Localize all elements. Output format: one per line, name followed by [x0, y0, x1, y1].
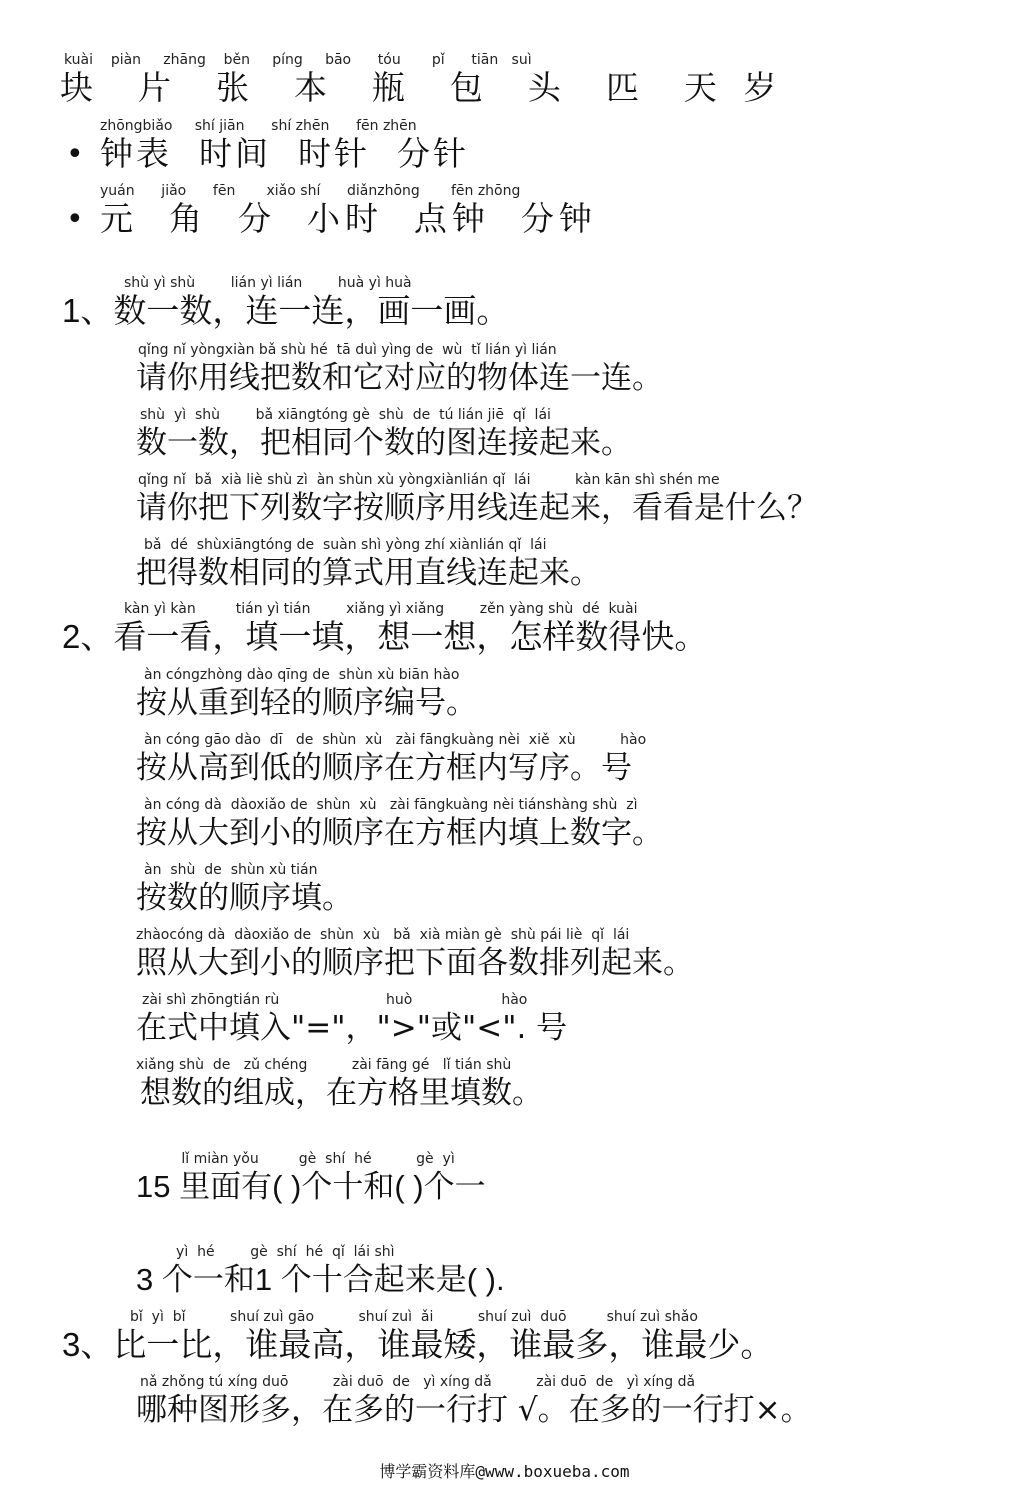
question-text: 15 里面有( )个十和( )个一	[136, 1169, 486, 1204]
hanzi-line: 在式中填入"="，">"或"<". 号	[136, 1010, 568, 1046]
hanzi-line: 元 角 分 小时 点钟 分钟	[100, 199, 597, 238]
pinyin-line: qǐng nǐ bǎ xià liè shù zì àn shùn xù yòngxiànlián qǐ lái kàn kān shì shén me	[138, 472, 720, 488]
pinyin-line: zài shì zhōngtián rù huò hào	[142, 992, 528, 1008]
pinyin-line: bǎ dé shùxiāngtóng de suàn shì yòng zhí xiànlián qǐ lái	[144, 537, 547, 553]
hanzi-line: 按从高到低的顺序在方框内写序。号	[136, 750, 632, 786]
pinyin-line: shù yì shù lián yì lián huà yì huà	[124, 275, 412, 291]
footer-watermark: 博学霸资料库@www.boxueba.com	[379, 1462, 630, 1481]
hanzi-line: 照从大到小的顺序把下面各数排列起来。	[136, 945, 694, 981]
pinyin-line: lǐ miàn yǒu gè shí hé gè yì	[168, 1151, 455, 1167]
hanzi-line: 数一数，把相同个数的图连接起来。	[136, 425, 632, 461]
bullet-dot: •	[66, 137, 84, 172]
heading-text: 2、看一看，填一填，想一想，怎样数得快。	[62, 618, 708, 655]
bullet-dot: •	[66, 202, 84, 237]
pinyin-line: zhàocóng dà dàoxiǎo de shùn xù bǎ xià miàn gè shù pái liè qǐ lái	[136, 927, 630, 943]
pinyin-line: yuán jiǎo fēn xiǎo shí diǎnzhōng fēn zhōng	[100, 183, 521, 199]
pinyin-line: kàn yì kàn tián yì tián xiǎng yì xiǎng zěn yàng shù dé kuài	[124, 601, 638, 617]
hanzi-line: 钟表 时间 时针 分针	[100, 134, 469, 173]
hanzi-line: 把得数相同的算式用直线连起来。	[136, 555, 601, 591]
hanzi-line: 块 片 张 本 瓶 包 头 匹 天 岁	[60, 68, 785, 107]
pinyin-line: xiǎng shù de zǔ chéng zài fāng gé lǐ tián shù	[136, 1057, 512, 1073]
heading-text: 1、数一数，连一连，画一画。	[62, 292, 510, 329]
hanzi-line: 想数的组成，在方格里填数。	[140, 1075, 543, 1111]
heading-text: 3、比一比，谁最高，谁最矮，谁最多，谁最少。	[62, 1326, 774, 1363]
pinyin-line: àn cóng dà dàoxiǎo de shùn xù zài fāngkuàng nèi tiánshàng shù zì	[144, 797, 638, 813]
hanzi-line: 按从重到轻的顺序编号。	[136, 685, 477, 721]
pinyin-line: zhōngbiǎo shí jiān shí zhēn fēn zhēn	[100, 118, 417, 134]
hanzi-line: 按数的顺序填。	[136, 880, 353, 916]
pinyin-line: yì hé gè shí hé qǐ lái shì	[136, 1244, 395, 1260]
pinyin-line: kuài piàn zhāng běn píng bāo tóu pǐ tiān suì	[64, 52, 532, 68]
pinyin-line: nǎ zhǒng tú xíng duō zài duō de yì xíng dǎ zài duō de yì xíng dǎ	[140, 1374, 696, 1390]
pinyin-line: àn shù de shùn xù tián	[144, 862, 318, 878]
hanzi-line: 按从大到小的顺序在方框内填上数字。	[136, 815, 663, 851]
pinyin-line: bǐ yì bǐ shuí zuì gāo shuí zuì ǎi shuí zuì duō shuí zuì shǎo	[130, 1309, 698, 1325]
pinyin-line: qǐng nǐ yòngxiàn bǎ shù hé tā duì yìng de wù tǐ lián yì lián	[138, 342, 557, 358]
pinyin-line: shù yì shù bǎ xiāngtóng gè shù de tú lián jiē qǐ lái	[140, 407, 551, 423]
hanzi-line: 请你把下列数字按顺序用线连起来，看看是什么？	[136, 490, 818, 526]
hanzi-line: 请你用线把数和它对应的物体连一连。	[136, 360, 663, 396]
hanzi-line: 哪种图形多，在多的一行打 √。在多的一行打×。	[136, 1392, 812, 1428]
pinyin-line: àn cóng gāo dào dī de shùn xù zài fāngkuàng nèi xiě xù hào	[144, 732, 647, 748]
question-text: 3 个一和1 个十合起来是( ).	[136, 1262, 505, 1297]
pinyin-line: àn cóngzhòng dào qīng de shùn xù biān hào	[144, 667, 460, 683]
